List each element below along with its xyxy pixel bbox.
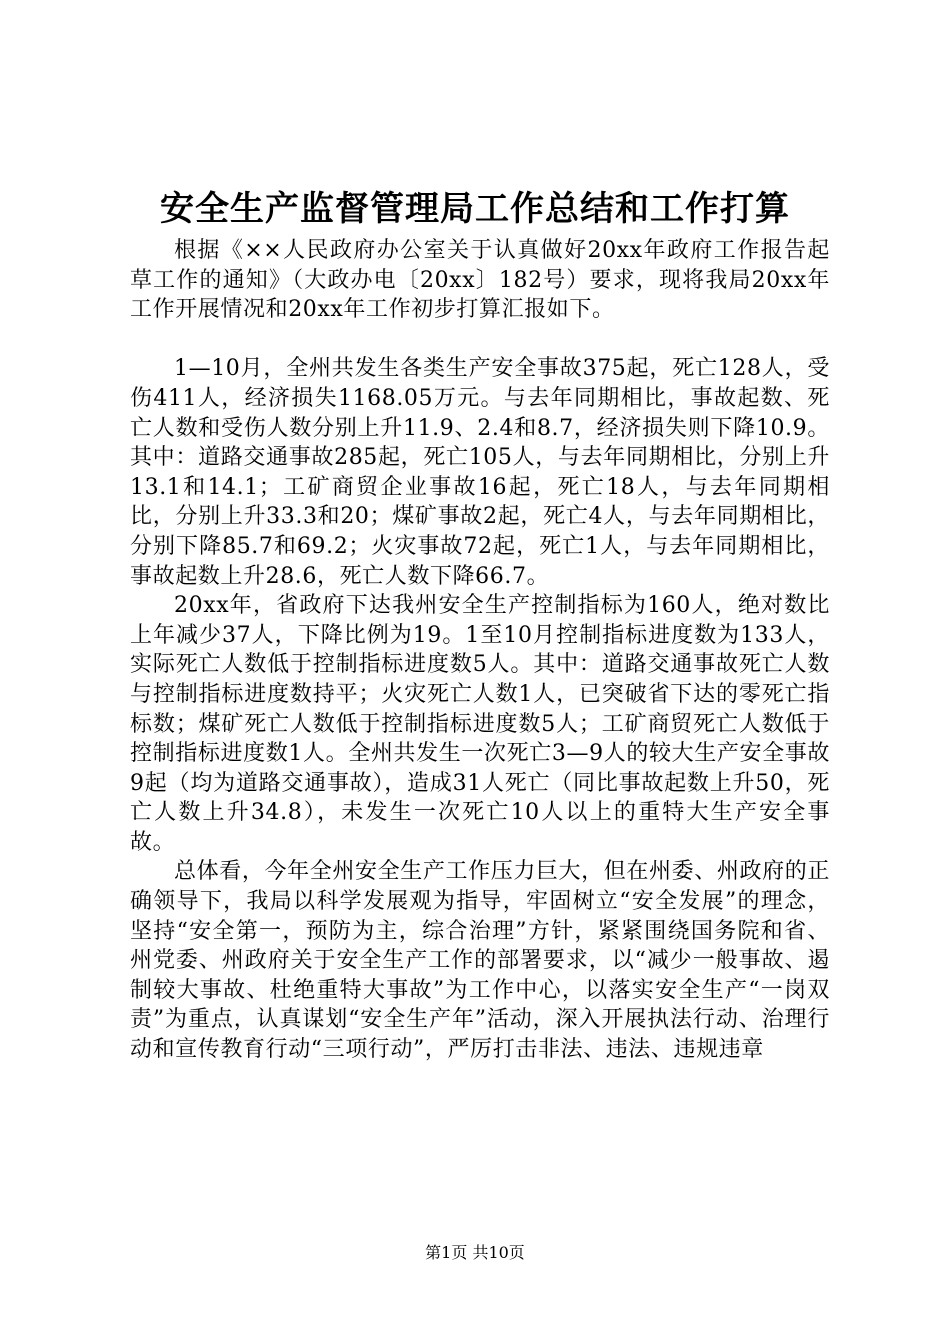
paragraph-accident-statistics: 1—10月，全州共发生各类生产安全事故375起，死亡128人，受伤411人，经济损失1168.05万元。与去年同期相比，事故起数、死亡人数和受伤人数分别上升11.9、2.4和8.7，经济损失则下降10.9。其中：道路交通事故285起，死亡105人，与去年同期相比，分别上升13.1和14.1；工矿商贸企业事故16起，死亡18人，与去年同期相比，分别上升33.3和20；煤矿事故2起，死亡4人，与去年同期相比，分别下降85.7和69.2；火灾事故72起，死亡1人，与去年同期相比，事故起数上升28.6，死亡人数下降66.7。 xyxy=(130,356,830,589)
paragraph-control-indicators: 20xx年，省政府下达我州安全生产控制指标为160人，绝对数比上年减少37人，下降比例为19。1至10月控制指标进度数为133人，实际死亡人数低于控制指标进度数5人。其中：道路交通事故死亡人数与控制指标进度数持平；火灾死亡人数1人，已突破省下达的零死亡指标数；煤矿死亡人数低于控制指标进度数5人；工矿商贸死亡人数低于控制指标进度数1人。全州共发生一次死亡3—9人的较大生产安全事故9起（均为道路交通事故），造成31人死亡（同比事故起数上升50，死亡人数上升34.8），未发生一次死亡10人以上的重特大生产安全事故。 xyxy=(130,593,830,855)
paragraph-intro: 根据《××人民政府办公室关于认真做好20xx年政府工作报告起草工作的通知》（大政办电〔20xx〕182号）要求，现将我局20xx年工作开展情况和20xx年工作初步打算汇报如下。 xyxy=(130,238,830,323)
page-number-footer: 第1页 共10页 xyxy=(425,1243,525,1262)
document-body xyxy=(130,236,830,1065)
document-title: 安全生产监督管理局工作总结和工作打算 xyxy=(160,189,790,229)
paragraph-overall-summary: 总体看，今年全州安全生产工作压力巨大，但在州委、州政府的正确领导下，我局以科学发展观为指导，牢固树立“安全发展”的理念，坚持“安全第一，预防为主，综合治理”方针，紧紧围绕国务院和省、州党委、州政府关于安全生产工作的部署要求，以“减少一般事故、遏制较大事故、杜绝重特大事故”为工作中心，以落实安全生产“一岗双责”为重点，认真谋划“安全生产年”活动，深入开展执法行动、治理行动和宣传教育行动“三项行动”，严厉打击非法、违法、违规违章 xyxy=(130,859,830,1063)
